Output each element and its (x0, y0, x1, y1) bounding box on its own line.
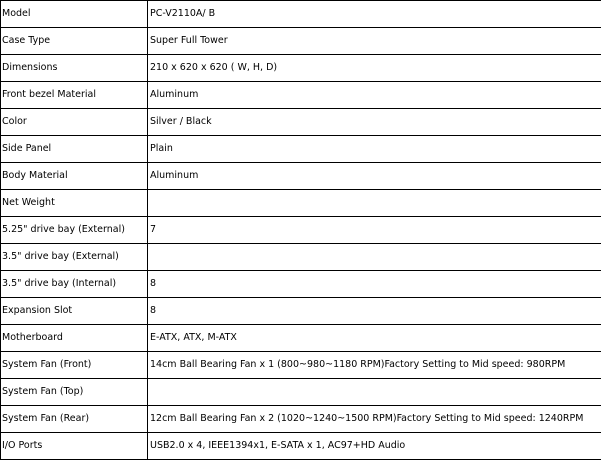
spec-row-system-fan-front (1, 352, 601, 379)
spec-row-case-type (1, 28, 601, 55)
spec-label: Motherboard (1, 325, 148, 352)
spec-table-body (1, 1, 601, 460)
spec-value: Silver / Black (148, 109, 601, 136)
spec-label: Model (1, 1, 148, 28)
spec-value: 8 (148, 298, 601, 325)
spec-row-model (1, 1, 601, 28)
spec-row-expansion-slot (1, 298, 601, 325)
spec-label: Front bezel Material (1, 82, 148, 109)
spec-label: 3.5" drive bay (External) (1, 244, 148, 271)
spec-value: 8 (148, 271, 601, 298)
spec-row-35-drive-bay-internal (1, 271, 601, 298)
spec-row-body-material (1, 163, 601, 190)
spec-label: System Fan (Top) (1, 379, 148, 406)
spec-label: Case Type (1, 28, 148, 55)
spec-row-35-drive-bay-external (1, 244, 601, 271)
spec-row-front-bezel-material (1, 82, 601, 109)
spec-value: E-ATX, ATX, M-ATX (148, 325, 601, 352)
spec-row-io-ports (1, 433, 601, 460)
spec-value: PC-V2110A/ B (148, 1, 601, 28)
spec-label: 5.25" drive bay (External) (1, 217, 148, 244)
spec-value: 12cm Ball Bearing Fan x 2 (1020~1240~1500 RPM)Factory Setting to Mid speed: 1240RPM (148, 406, 601, 433)
spec-label: System Fan (Front) (1, 352, 148, 379)
spec-label: Expansion Slot (1, 298, 148, 325)
spec-value: 7 (148, 217, 601, 244)
spec-label: Color (1, 109, 148, 136)
spec-value (148, 379, 601, 406)
spec-value: USB2.0 x 4, IEEE1394x1, E-SATA x 1, AC97+HD Audio (148, 433, 601, 460)
spec-row-system-fan-rear (1, 406, 601, 433)
spec-label: 3.5" drive bay (Internal) (1, 271, 148, 298)
spec-value: Super Full Tower (148, 28, 601, 55)
spec-value: Aluminum (148, 163, 601, 190)
spec-label: System Fan (Rear) (1, 406, 148, 433)
spec-row-motherboard (1, 325, 601, 352)
spec-value: Aluminum (148, 82, 601, 109)
spec-value: 14cm Ball Bearing Fan x 1 (800~980~1180 RPM)Factory Setting to Mid speed: 980RPM (148, 352, 601, 379)
spec-row-525-drive-bay-external (1, 217, 601, 244)
spec-row-color (1, 109, 601, 136)
spec-row-side-panel (1, 136, 601, 163)
spec-value (148, 190, 601, 217)
spec-label: Side Panel (1, 136, 148, 163)
spec-value (148, 244, 601, 271)
spec-value: 210 x 620 x 620 ( W, H, D) (148, 55, 601, 82)
spec-row-system-fan-top (1, 379, 601, 406)
spec-row-net-weight (1, 190, 601, 217)
spec-label: Body Material (1, 163, 148, 190)
spec-row-dimensions (1, 55, 601, 82)
spec-label: Dimensions (1, 55, 148, 82)
spec-value: Plain (148, 136, 601, 163)
spec-label: Net Weight (1, 190, 148, 217)
spec-label: I/O Ports (1, 433, 148, 460)
